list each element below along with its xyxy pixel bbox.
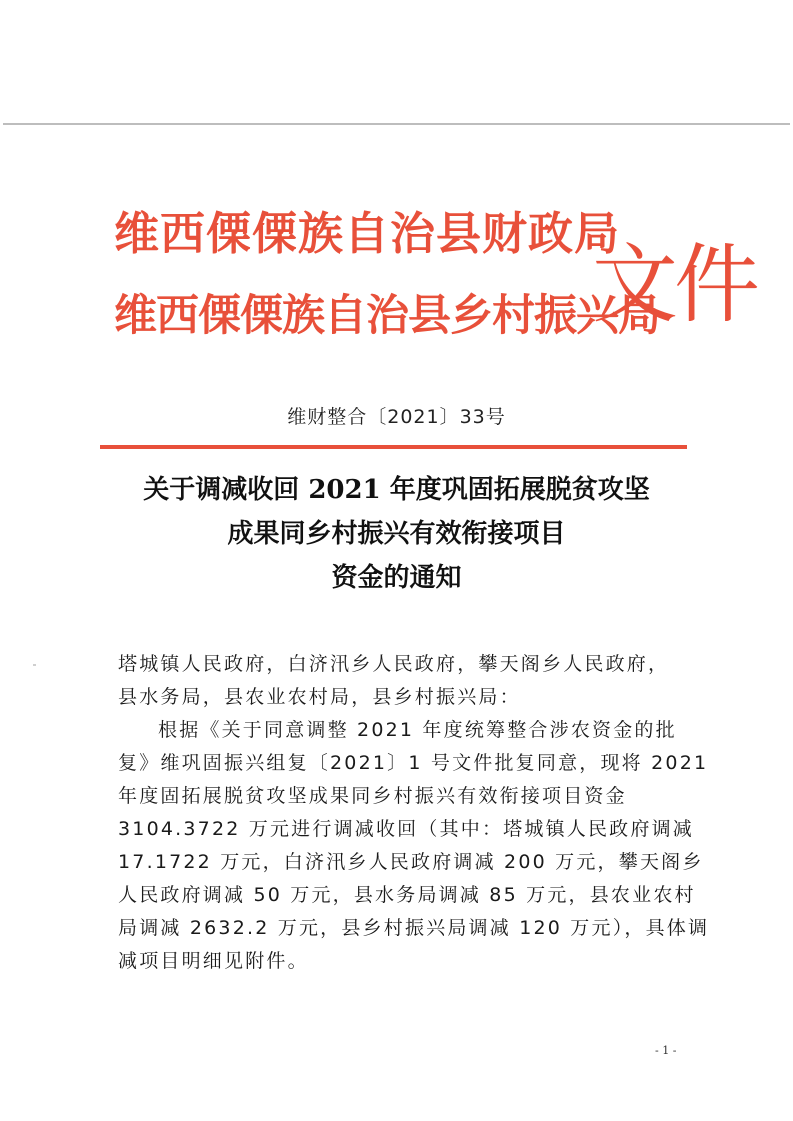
paragraph-line-5: 17.1722 万元，白济汛乡人民政府调减 200 万元，攀天阁乡	[118, 851, 704, 873]
paragraph-line-8: 减项目明细见附件。	[118, 950, 309, 972]
title-line-1: 关于调减收回 2021 年度巩固拓展脱贫攻坚	[143, 475, 650, 505]
paragraph-line-1: 根据《关于同意调整 2021 年度统筹整合涉农资金的批	[158, 719, 677, 741]
paragraph-line-2: 复》维巩固振兴组复〔2021〕1 号文件批复同意，现将 2021	[118, 752, 709, 774]
scan-artifact	[33, 664, 36, 666]
page-top-edge	[3, 123, 790, 125]
paragraph-line-4: 3104.3722 万元进行调减收回（其中：塔城镇人民政府调减	[118, 818, 694, 840]
document-masthead	[114, 200, 756, 360]
masthead-issuer-finance-bureau: 维西傈傈族自治县财政局	[114, 207, 621, 260]
recipients-line-2: 县水务局，县农业农村局，县乡村振兴局：	[118, 686, 521, 708]
document-number: 维财整合〔2021〕33号	[287, 406, 506, 428]
document-body	[118, 648, 710, 978]
red-separator-line	[100, 445, 687, 449]
title-line-3: 资金的通知	[331, 563, 462, 593]
document-title	[0, 468, 793, 600]
paragraph-line-7: 局调减 2632.2 万元，县乡村振兴局调减 120 万元），具体调	[118, 917, 710, 939]
page-number: - 1 -	[655, 1044, 677, 1057]
title-line-2: 成果同乡村振兴有效衔接项目	[227, 519, 566, 549]
paragraph-line-6: 人民政府调减 50 万元，县水务局调减 85 万元，县农业农村	[118, 884, 696, 906]
recipients-line-1: 塔城镇人民政府，白济汛乡人民政府，攀天阁乡人民政府，	[118, 653, 670, 675]
masthead-issuer-rural-revitalization-bureau: 维西傈傈族自治县乡村振兴局	[114, 291, 660, 341]
masthead-document-label: 文件	[592, 235, 756, 335]
paragraph-line-3: 年度固拓展脱贫攻坚成果同乡村振兴有效衔接项目资金	[118, 785, 627, 807]
